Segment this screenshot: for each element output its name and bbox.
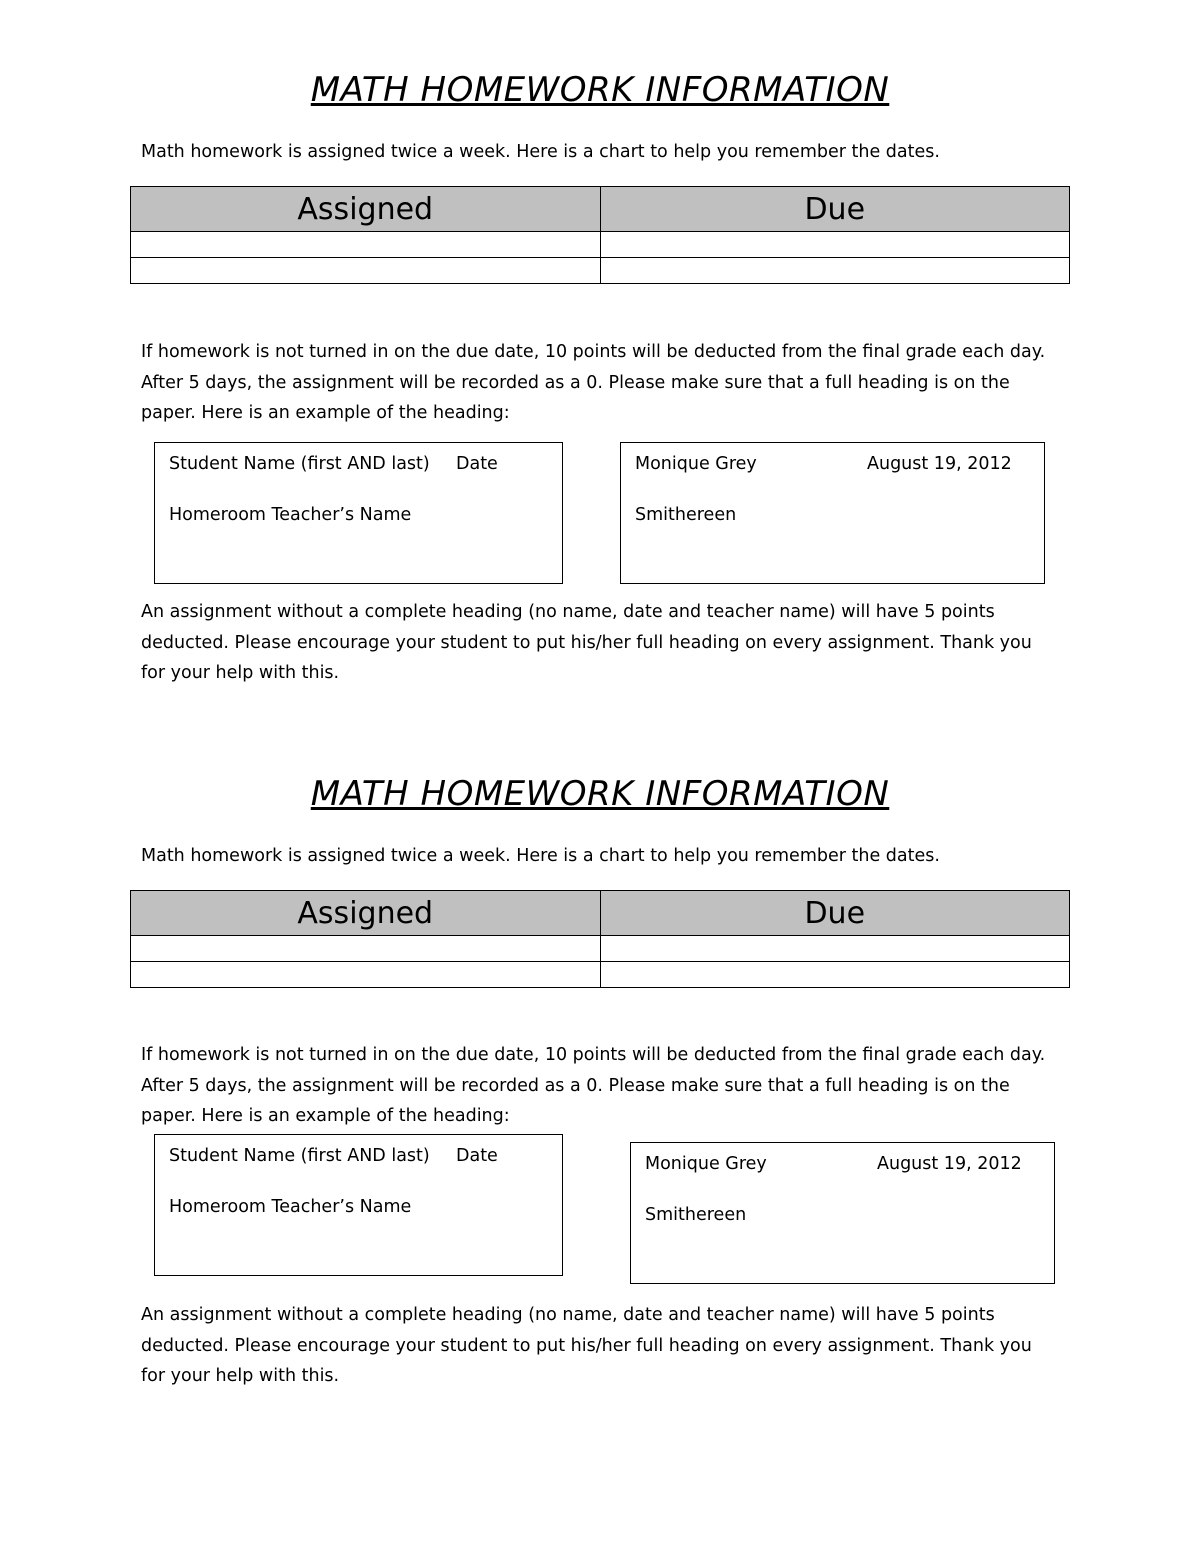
closing-text: An assignment without a complete heading (no name, date and teacher name) will have 5 points deducted. Please encourage your student to put his/her full heading on every assignment. Thank you for your help with this.: [141, 602, 1032, 683]
due-cell: [600, 962, 1070, 988]
date-label: Date: [456, 454, 498, 474]
heading-example-box: [630, 1142, 1055, 1284]
assigned-header: Assigned: [131, 891, 601, 936]
example-teacher-name: Smithereen: [645, 1205, 747, 1225]
due-cell: [600, 232, 1070, 258]
intro-text: Math homework is assigned twice a week. Here is a chart to help you remember the dates.: [141, 846, 940, 866]
section-title: MATH HOMEWORK INFORMATION: [310, 774, 890, 814]
table-row: [131, 962, 1070, 988]
assigned-cell: [131, 962, 601, 988]
example-student-name: Monique Grey: [635, 454, 757, 474]
table-row: [131, 936, 1070, 962]
closing-text: An assignment without a complete heading (no name, date and teacher name) will have 5 points deducted. Please encourage your student to put his/her full heading on every assignment. Thank you for your help with this.: [141, 1305, 1032, 1386]
policy-text: If homework is not turned in on the due date, 10 points will be deducted from the final grade each day. After 5 days, the assignment will be recorded as a 0. Please make sure that a full heading is on the paper. Here is an example of the heading:: [141, 342, 1046, 423]
table-row: [131, 258, 1070, 284]
table-row: [131, 232, 1070, 258]
due-cell: [600, 258, 1070, 284]
assigned-cell: [131, 258, 601, 284]
due-header: Due: [600, 187, 1070, 232]
intro-text: Math homework is assigned twice a week. Here is a chart to help you remember the dates.: [141, 142, 940, 162]
table-header-row: [131, 891, 1070, 936]
heading-template-box: [154, 442, 563, 584]
table-header-row: [131, 187, 1070, 232]
heading-template-box: [154, 1134, 563, 1276]
assigned-cell: [131, 232, 601, 258]
teacher-name-label: Homeroom Teacher’s Name: [169, 1197, 412, 1217]
homework-date-table: [130, 890, 1070, 988]
example-date: August 19, 2012: [867, 454, 1012, 474]
example-date: August 19, 2012: [877, 1154, 1022, 1174]
example-student-name: Monique Grey: [645, 1154, 767, 1174]
assigned-header: Assigned: [131, 187, 601, 232]
student-name-label: Student Name (first AND last): [169, 454, 430, 474]
due-cell: [600, 936, 1070, 962]
student-name-label: Student Name (first AND last): [169, 1146, 430, 1166]
teacher-name-label: Homeroom Teacher’s Name: [169, 505, 412, 525]
heading-example-box: [620, 442, 1045, 584]
homework-date-table: [130, 186, 1070, 284]
policy-text: If homework is not turned in on the due date, 10 points will be deducted from the final grade each day. After 5 days, the assignment will be recorded as a 0. Please make sure that a full heading is on the paper. Here is an example of the heading:: [141, 1045, 1046, 1126]
assigned-cell: [131, 936, 601, 962]
section-title: MATH HOMEWORK INFORMATION: [310, 70, 890, 110]
date-label: Date: [456, 1146, 498, 1166]
due-header: Due: [600, 891, 1070, 936]
example-teacher-name: Smithereen: [635, 505, 737, 525]
